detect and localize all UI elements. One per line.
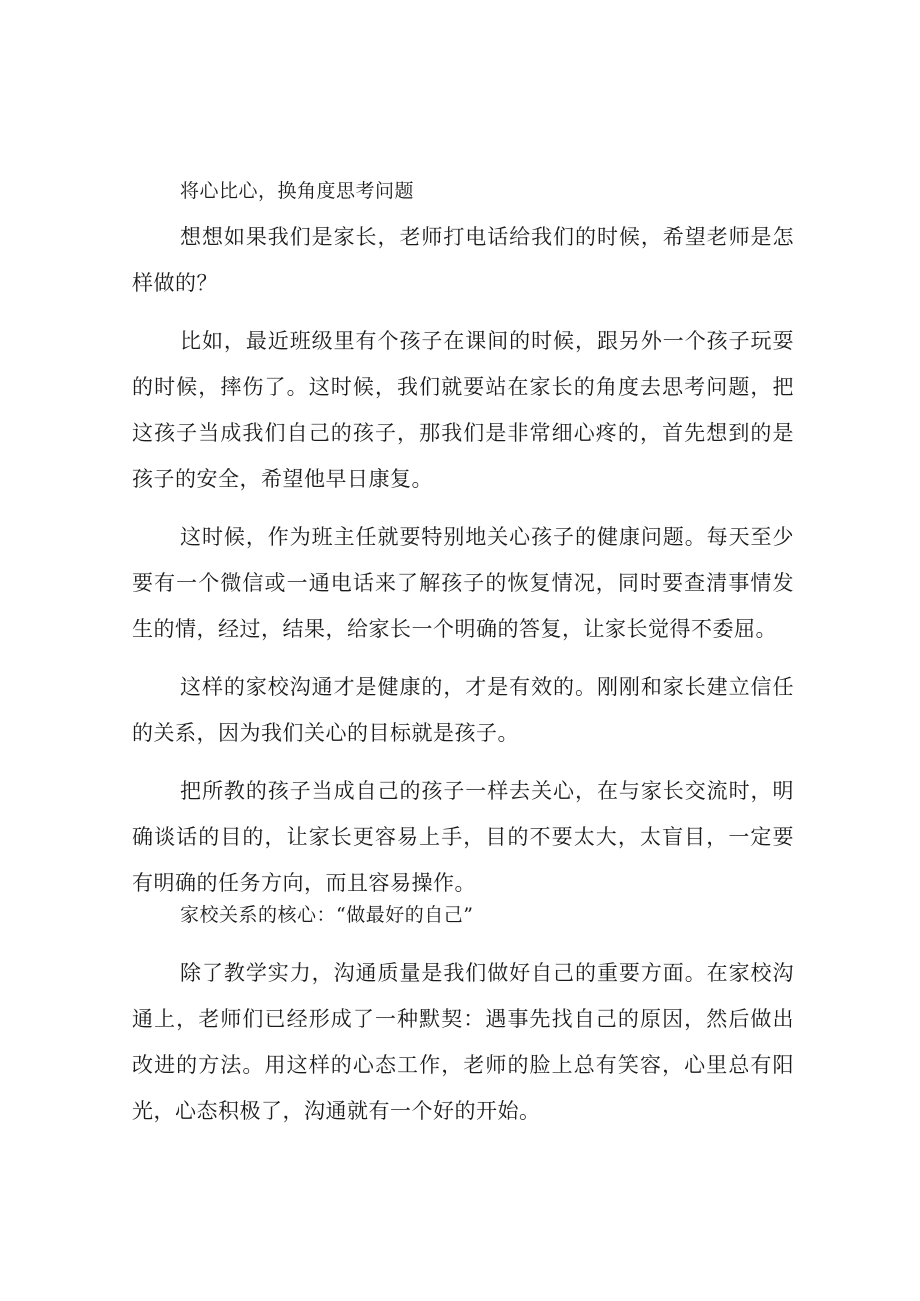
section-body-core bbox=[132, 950, 794, 1134]
section-heading-core: 家校关系的核心：“做最好的自己” bbox=[180, 904, 474, 926]
paragraph: 除了教学实力，沟通质量是我们做好自己的重要方面。在家校沟通上，老师们已经形成了一种默契：遇事先找自己的原因，然后做出改进的方法。用这样的心态工作，老师的脸上总有笑容，心里总有阳光，心态积极了，沟通就有一个好的开始。 bbox=[132, 961, 794, 1123]
paragraph: 这样的家校沟通才是健康的，才是有效的。刚刚和家长建立信任的关系，因为我们关心的目标就是孩子。 bbox=[132, 675, 794, 745]
section-body-empathy bbox=[132, 214, 794, 906]
paragraph: 这时候，作为班主任就要特别地关心孩子的健康问题。每天至少要有一个微信或一通电话来了解孩子的恢复情况，同时要查清事情发生的情，经过，结果，给家长一个明确的答复，让家长觉得不委屈。 bbox=[132, 525, 794, 641]
paragraph: 比如，最近班级里有个孩子在课间的时候，跟另外一个孩子玩耍的时候，摔伤了。这时候，我们就要站在家长的角度去思考问题，把这孩子当成我们自己的孩子，那我们是非常细心疼的，首先想到的是孩子的安全，希望他早日康复。 bbox=[132, 329, 794, 491]
paragraph: 把所教的孩子当成自己的孩子一样去关心，在与家长交流时，明确谈话的目的，让家长更容易上手，目的不要太大，太盲目，一定要有明确的任务方向，而且容易操作。 bbox=[132, 779, 794, 895]
section-heading-empathy: 将心比心，换角度思考问题 bbox=[180, 180, 415, 202]
paragraph: 想想如果我们是家长，老师打电话给我们的时候，希望老师是怎样做的？ bbox=[132, 225, 794, 295]
